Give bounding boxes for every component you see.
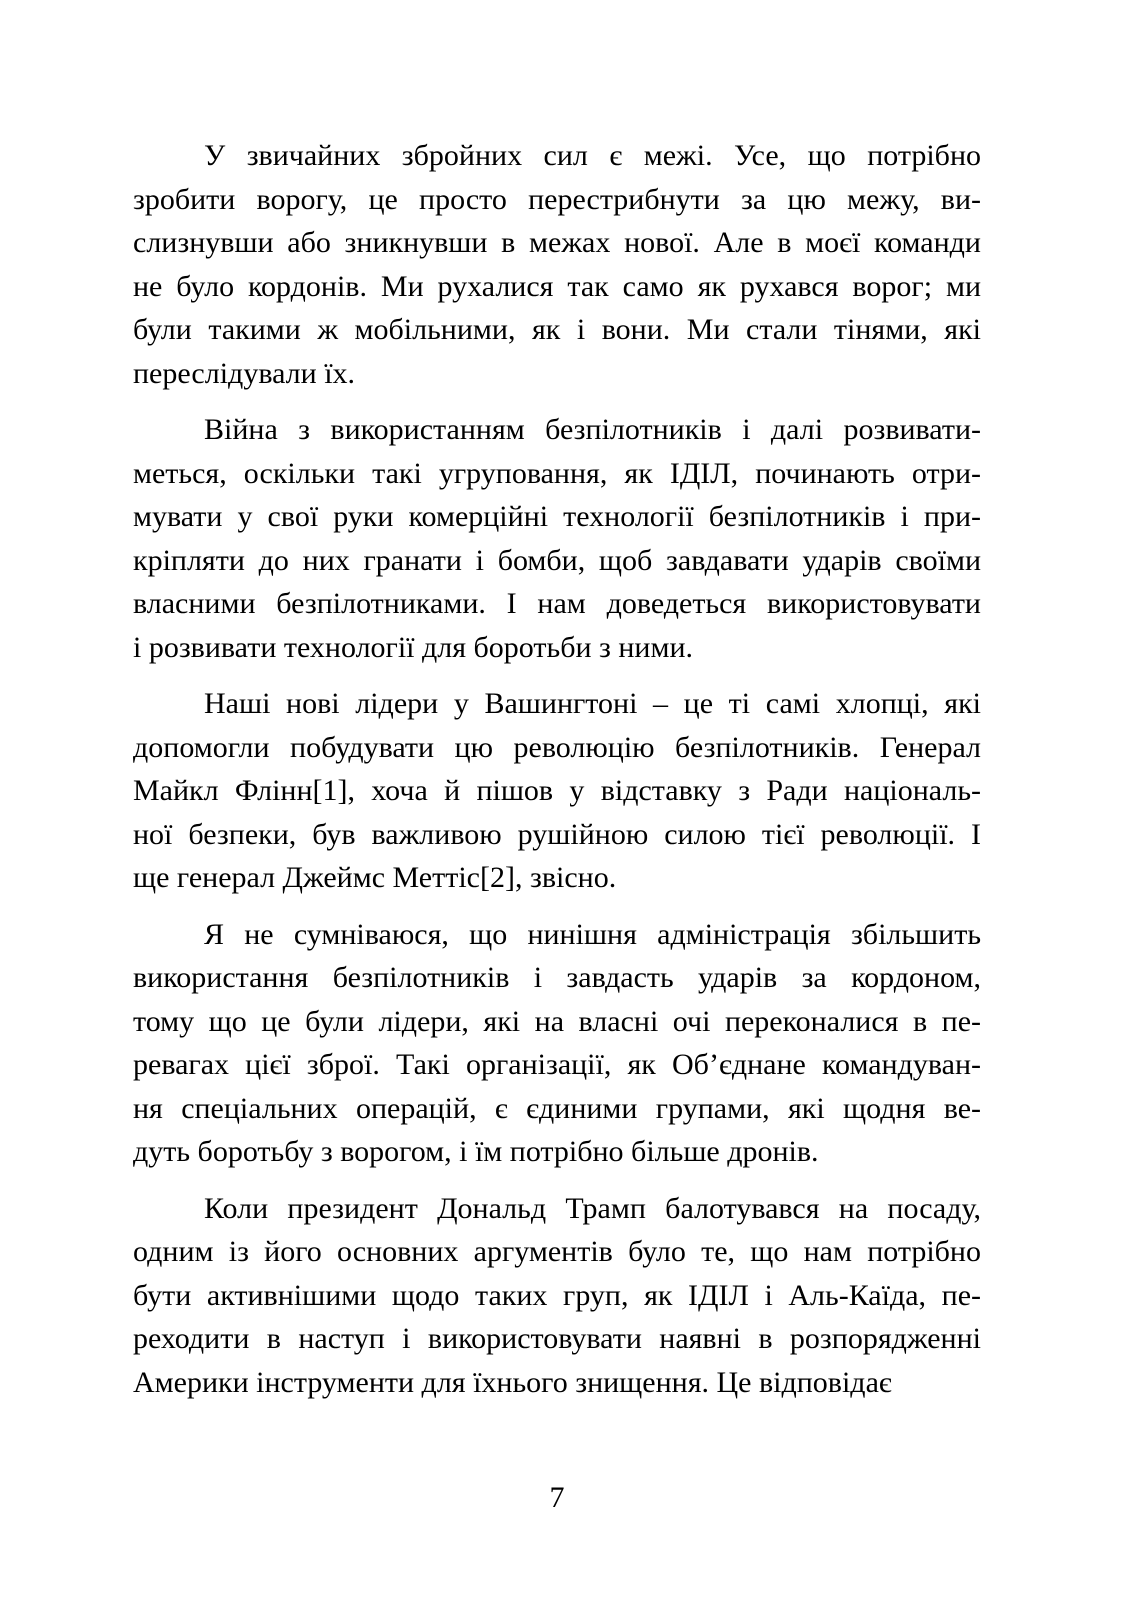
text-line: бути активнішими щодо таких груп, як ІДІЛ і Аль-Каїда, пе-	[133, 1278, 981, 1312]
paragraph	[133, 134, 981, 395]
text-line: і розвивати технології для боротьби з ними.	[133, 630, 694, 664]
text-line: ревагах цієї зброї. Такі організації, як Об’єднане командуван-	[133, 1048, 981, 1081]
text-line: власними безпілотниками. І нам доведеться використовувати	[133, 587, 981, 620]
text-block	[133, 134, 981, 1417]
paragraph	[133, 408, 981, 669]
text-line: зробити ворогу, це просто перестрибнути за цю межу, ви-	[133, 182, 981, 216]
text-line: меться, оскільки такі угруповання, як ІДІЛ, починають отри-	[133, 456, 981, 490]
text-line: Я не сумніваюся, що нинішня адміністрація збільшить	[204, 917, 981, 951]
text-line: реходити в наступ і використовувати наявні в розпорядженні	[133, 1322, 981, 1355]
text-line: мувати у свої руки комерційні технології безпілотників і при-	[133, 500, 981, 533]
text-line: У звичайних збройних сил є межі. Усе, що потрібно	[204, 139, 981, 172]
text-line: дуть боротьбу з ворогом, і їм потрібно більше дронів.	[133, 1135, 819, 1168]
text-line: використання безпілотників і завдасть ударів за кордоном,	[133, 961, 981, 994]
text-line: Майкл Флінн[1], хоча й пішов у відставку з Ради національ-	[133, 774, 981, 807]
text-line: Війна з використанням безпілотників і далі розвивати-	[204, 413, 981, 446]
text-line: не було кордонів. Ми рухалися так само як рухався ворог; ми	[133, 269, 981, 303]
text-line: слизнувши або зникнувши в межах нової. Але в моєї команди	[133, 226, 981, 259]
text-line: Наші нові лідери у Вашингтоні – це ті самі хлопці, які	[204, 687, 981, 720]
text-line: кріпляти до них гранати і бомби, щоб завдавати ударів своїми	[133, 543, 981, 577]
text-line: одним із його основних аргументів було те, що нам потрібно	[133, 1235, 981, 1268]
text-line: допомогли побудувати цю революцію безпілотників. Генерал	[133, 730, 981, 764]
text-line: ще генерал Джеймс Меттіс[2], звісно.	[133, 861, 617, 894]
text-line: ної безпеки, був важливою рушійною силою тієї революції. І	[133, 817, 981, 851]
text-line: ня спеціальних операцій, є єдиними групами, які щодня ве-	[133, 1091, 981, 1125]
text-line: переслідували їх.	[133, 356, 356, 390]
text-line: Америки інструменти для їхнього знищення. Це відповідає	[133, 1365, 892, 1399]
text-line: тому що це були лідери, які на власні очі переконалися в пе-	[133, 1004, 981, 1038]
page-number: 7	[549, 1481, 565, 1514]
paragraph	[133, 682, 981, 900]
paragraph	[133, 913, 981, 1174]
paragraph	[133, 1187, 981, 1405]
text-line: Коли президент Дональд Трамп балотувався на посаду,	[204, 1191, 981, 1225]
text-line: були такими ж мобільними, як і вони. Ми стали тінями, які	[133, 313, 981, 346]
